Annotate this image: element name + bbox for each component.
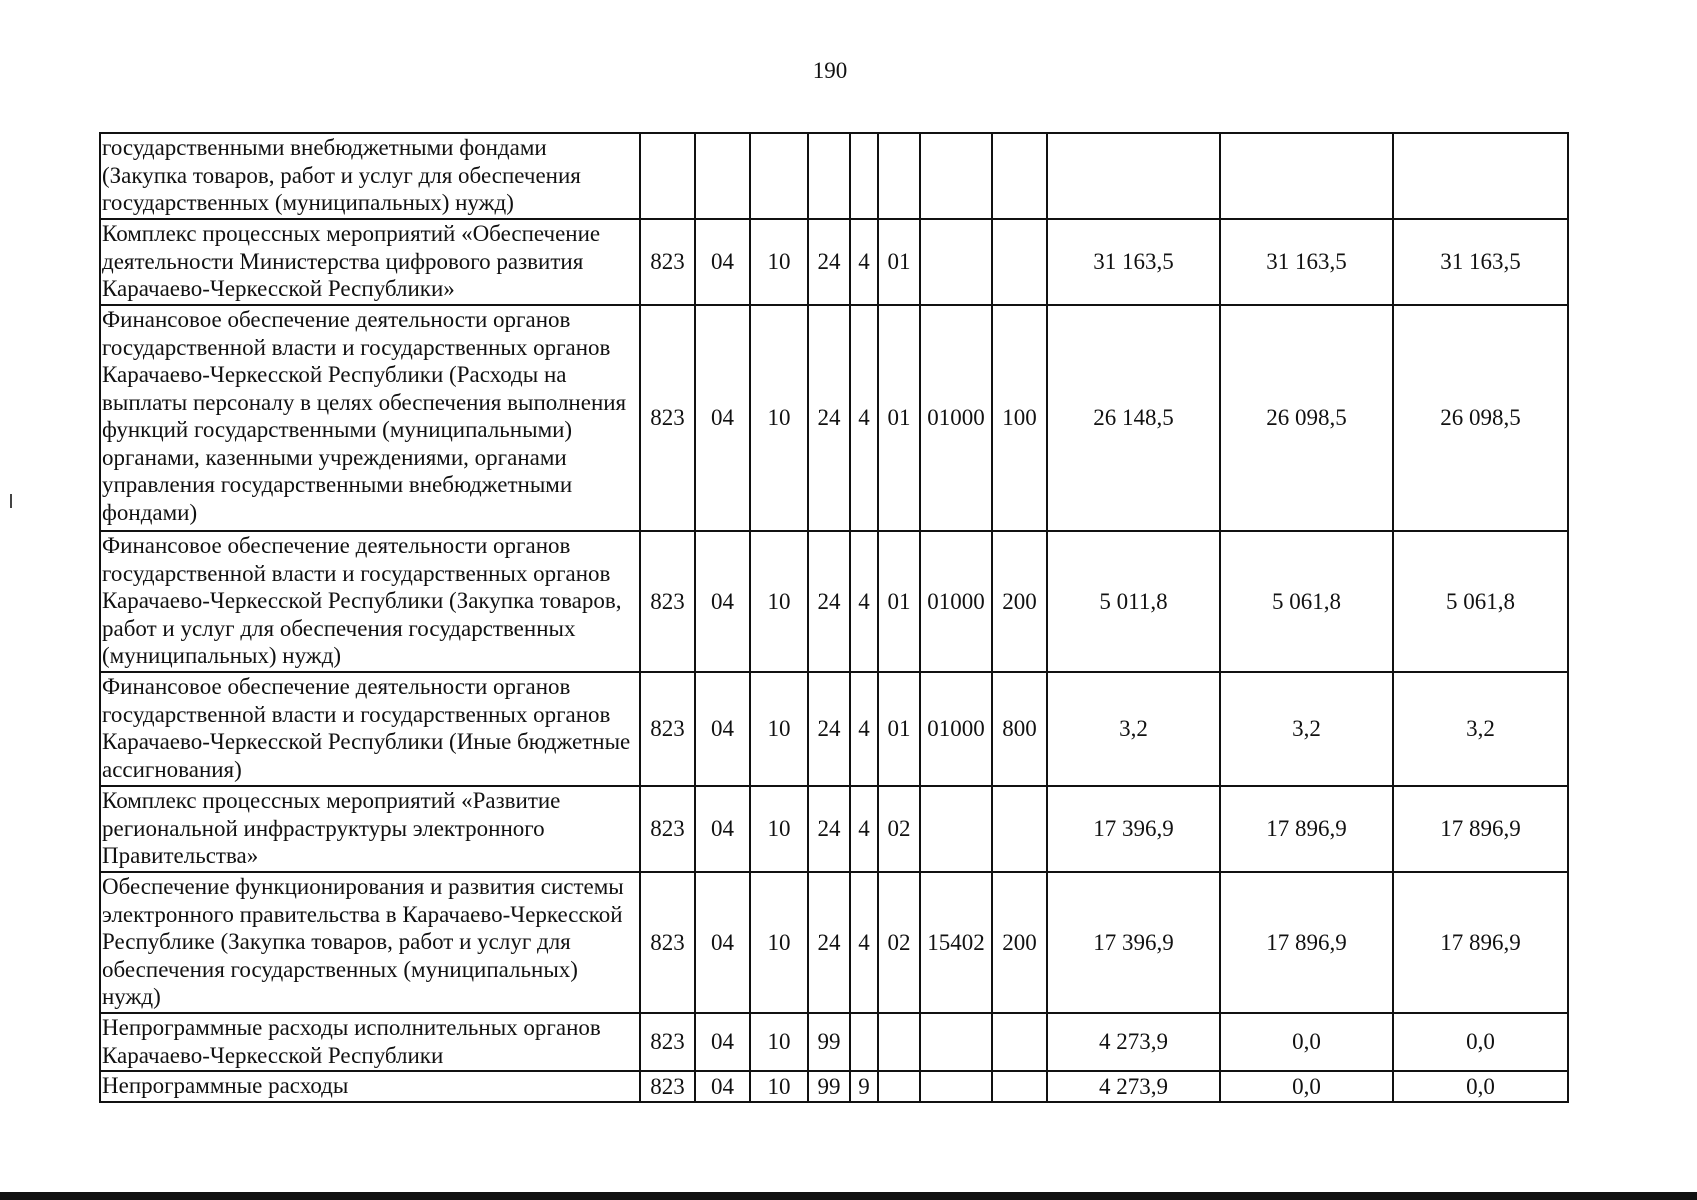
amount-year-2: 26 098,5: [1220, 305, 1393, 531]
program-code: 99: [808, 1013, 850, 1071]
amount-year-1: 17 396,9: [1047, 786, 1220, 872]
subprogram-code: 4: [850, 786, 878, 872]
direction-code: [920, 133, 992, 219]
amount-year-2: 0,0: [1220, 1071, 1393, 1102]
amount-year-1: 31 163,5: [1047, 219, 1220, 305]
scan-bottom-edge: [0, 1192, 1697, 1200]
amount-year-2: [1220, 133, 1393, 219]
expense-type-code: 200: [992, 872, 1047, 1013]
subprogram-code: 4: [850, 531, 878, 672]
table-body: [100, 133, 1568, 1102]
table-row: [100, 1071, 1568, 1102]
program-code: 24: [808, 672, 850, 786]
complex-code: 01: [878, 219, 920, 305]
section-code: 04: [695, 1071, 750, 1102]
table-row: [100, 786, 1568, 872]
scan-margin-mark: [10, 494, 12, 508]
ved-code: 823: [640, 1071, 695, 1102]
amount-year-1: [1047, 133, 1220, 219]
ved-code: 823: [640, 531, 695, 672]
direction-code: [920, 219, 992, 305]
complex-code: 01: [878, 531, 920, 672]
subprogram-code: 4: [850, 672, 878, 786]
amount-year-3: 5 061,8: [1393, 531, 1568, 672]
amount-year-1: 26 148,5: [1047, 305, 1220, 531]
ved-code: 823: [640, 872, 695, 1013]
subprogram-code: 9: [850, 1071, 878, 1102]
row-description: государственными внебюджетными фондами (Закупка товаров, работ и услуг для обеспечения государственных (муниципальных) нужд): [100, 133, 640, 219]
complex-code: [878, 133, 920, 219]
amount-year-1: 4 273,9: [1047, 1013, 1220, 1071]
table-row: [100, 1013, 1568, 1071]
subprogram-code: [850, 133, 878, 219]
amount-year-2: 31 163,5: [1220, 219, 1393, 305]
subprogram-code: [850, 1013, 878, 1071]
row-description: Комплекс процессных мероприятий «Обеспечение деятельности Министерства цифрового развития Карачаево-Черкесской Республики»: [100, 219, 640, 305]
expense-type-code: [992, 219, 1047, 305]
amount-year-2: 3,2: [1220, 672, 1393, 786]
table-row: [100, 219, 1568, 305]
row-description: Комплекс процессных мероприятий «Развитие региональной инфраструктуры электронного Правительства»: [100, 786, 640, 872]
amount-year-3: 31 163,5: [1393, 219, 1568, 305]
table-row: [100, 872, 1568, 1013]
complex-code: 01: [878, 672, 920, 786]
section-code: 04: [695, 786, 750, 872]
subprogram-code: 4: [850, 872, 878, 1013]
subsection-code: 10: [750, 1071, 808, 1102]
direction-code: [920, 1071, 992, 1102]
section-code: 04: [695, 219, 750, 305]
row-description: Обеспечение функционирования и развития системы электронного правительства в Карачаево-Черкесской Республике (Закупка товаров, работ и услуг для обеспечения государственных (муниципальных) нужд): [100, 872, 640, 1013]
program-code: 24: [808, 305, 850, 531]
budget-table: [99, 132, 1569, 1103]
expense-type-code: 800: [992, 672, 1047, 786]
amount-year-3: 26 098,5: [1393, 305, 1568, 531]
direction-code: 01000: [920, 531, 992, 672]
table-row: [100, 531, 1568, 672]
amount-year-2: 5 061,8: [1220, 531, 1393, 672]
subprogram-code: 4: [850, 305, 878, 531]
amount-year-3: 17 896,9: [1393, 872, 1568, 1013]
subsection-code: 10: [750, 305, 808, 531]
section-code: 04: [695, 305, 750, 531]
subsection-code: 10: [750, 531, 808, 672]
subsection-code: 10: [750, 672, 808, 786]
section-code: 04: [695, 531, 750, 672]
row-description: Непрограммные расходы исполнительных органов Карачаево-Черкесской Республики: [100, 1013, 640, 1071]
section-code: [695, 133, 750, 219]
amount-year-3: 0,0: [1393, 1013, 1568, 1071]
table-row: [100, 672, 1568, 786]
ved-code: 823: [640, 305, 695, 531]
amount-year-2: 0,0: [1220, 1013, 1393, 1071]
direction-code: [920, 1013, 992, 1071]
section-code: 04: [695, 872, 750, 1013]
amount-year-3: 3,2: [1393, 672, 1568, 786]
amount-year-1: 4 273,9: [1047, 1071, 1220, 1102]
expense-type-code: [992, 786, 1047, 872]
complex-code: [878, 1071, 920, 1102]
subsection-code: 10: [750, 1013, 808, 1071]
subsection-code: 10: [750, 219, 808, 305]
ved-code: 823: [640, 1013, 695, 1071]
direction-code: 01000: [920, 305, 992, 531]
program-code: [808, 133, 850, 219]
complex-code: 02: [878, 872, 920, 1013]
row-description: Финансовое обеспечение деятельности органов государственной власти и государственных органов Карачаево-Черкесской Республики (Иные бюджетные ассигнования): [100, 672, 640, 786]
table-row: [100, 133, 1568, 219]
section-code: 04: [695, 672, 750, 786]
amount-year-2: 17 896,9: [1220, 872, 1393, 1013]
subsection-code: 10: [750, 786, 808, 872]
expense-type-code: [992, 1071, 1047, 1102]
amount-year-3: 0,0: [1393, 1071, 1568, 1102]
ved-code: 823: [640, 672, 695, 786]
program-code: 24: [808, 531, 850, 672]
subprogram-code: 4: [850, 219, 878, 305]
amount-year-3: 17 896,9: [1393, 786, 1568, 872]
amount-year-3: [1393, 133, 1568, 219]
program-code: 24: [808, 872, 850, 1013]
subsection-code: [750, 133, 808, 219]
expense-type-code: [992, 1013, 1047, 1071]
expense-type-code: [992, 133, 1047, 219]
table-row: [100, 305, 1568, 531]
complex-code: 01: [878, 305, 920, 531]
row-description: Финансовое обеспечение деятельности органов государственной власти и государственных органов Карачаево-Черкесской Республики (Закупка товаров, работ и услуг для обеспечения государственных (муниципальных) нужд): [100, 531, 640, 672]
subsection-code: 10: [750, 872, 808, 1013]
amount-year-1: 17 396,9: [1047, 872, 1220, 1013]
direction-code: [920, 786, 992, 872]
direction-code: 15402: [920, 872, 992, 1013]
program-code: 24: [808, 219, 850, 305]
expense-type-code: 100: [992, 305, 1047, 531]
amount-year-2: 17 896,9: [1220, 786, 1393, 872]
ved-code: 823: [640, 219, 695, 305]
row-description: Непрограммные расходы: [100, 1071, 640, 1102]
program-code: 24: [808, 786, 850, 872]
expense-type-code: 200: [992, 531, 1047, 672]
amount-year-1: 3,2: [1047, 672, 1220, 786]
complex-code: [878, 1013, 920, 1071]
section-code: 04: [695, 1013, 750, 1071]
ved-code: [640, 133, 695, 219]
complex-code: 02: [878, 786, 920, 872]
direction-code: 01000: [920, 672, 992, 786]
ved-code: 823: [640, 786, 695, 872]
amount-year-1: 5 011,8: [1047, 531, 1220, 672]
row-description: Финансовое обеспечение деятельности органов государственной власти и государственных органов Карачаево-Черкесской Республики (Расходы на выплаты персоналу в целях обеспечения выполнения функций государственными (муниципальными) органами, казенными учреждениями, органами управления государственными внебюджетными фондами): [100, 305, 640, 531]
page-number: 190: [812, 58, 848, 83]
program-code: 99: [808, 1071, 850, 1102]
